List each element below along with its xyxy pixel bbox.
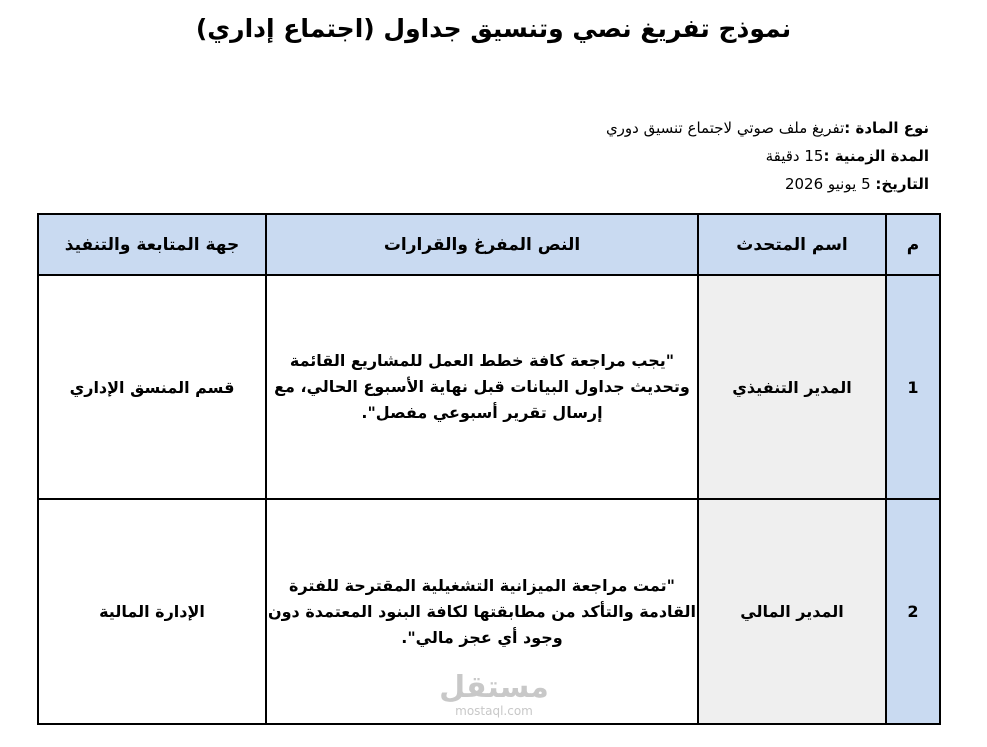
material-type-line xyxy=(606,114,929,142)
row-number: 2 xyxy=(886,499,940,724)
date-line xyxy=(606,170,929,198)
speaker-name: المدير التنفيذي xyxy=(698,275,886,499)
row-number: 1 xyxy=(886,275,940,499)
duration-line xyxy=(606,142,929,170)
header-speaker: اسم المتحدث xyxy=(698,214,886,275)
speaker-name: المدير المالي xyxy=(698,499,886,724)
material-type-label: نوع المادة : xyxy=(844,119,929,137)
duration-value: 15 دقيقة xyxy=(765,147,824,165)
transcript-text: "يجب مراجعة كافة خطط العمل للمشاريع القائمة وتحديث جداول البيانات قبل نهاية الأسبوع الحالي، مع إرسال تقرير أسبوعي مفصل". xyxy=(266,275,698,499)
transcript-text: "تمت مراجعة الميزانية التشغيلية المقترحة للفترة القادمة والتأكد من مطابقتها لكافة البنود المعتمدة دون وجود أي عجز مالي". xyxy=(266,499,698,724)
watermark-domain: mostaql.com xyxy=(455,704,533,718)
table-row xyxy=(38,499,940,724)
transcript-table xyxy=(37,213,941,725)
followup-entity: قسم المنسق الإداري xyxy=(38,275,266,499)
header-number: م xyxy=(886,214,940,275)
meeting-info xyxy=(606,114,929,198)
table-row xyxy=(38,275,940,499)
header-transcript: النص المفرغ والقرارات xyxy=(266,214,698,275)
table-header-row xyxy=(38,214,940,275)
watermark-logo: مستقل xyxy=(439,670,549,705)
header-followup: جهة المتابعة والتنفيذ xyxy=(38,214,266,275)
material-type-value: تفريغ ملف صوتي لاجتماع تنسيق دوري xyxy=(605,119,845,137)
date-label: التاريخ: xyxy=(875,175,929,193)
page-title: نموذج تفريغ نصي وتنسيق جداول (اجتماع إداري) xyxy=(195,14,792,43)
followup-entity: الإدارة المالية xyxy=(38,499,266,724)
duration-label: المدة الزمنية : xyxy=(823,147,929,165)
date-value: 5 يونيو 2026 xyxy=(784,175,871,193)
